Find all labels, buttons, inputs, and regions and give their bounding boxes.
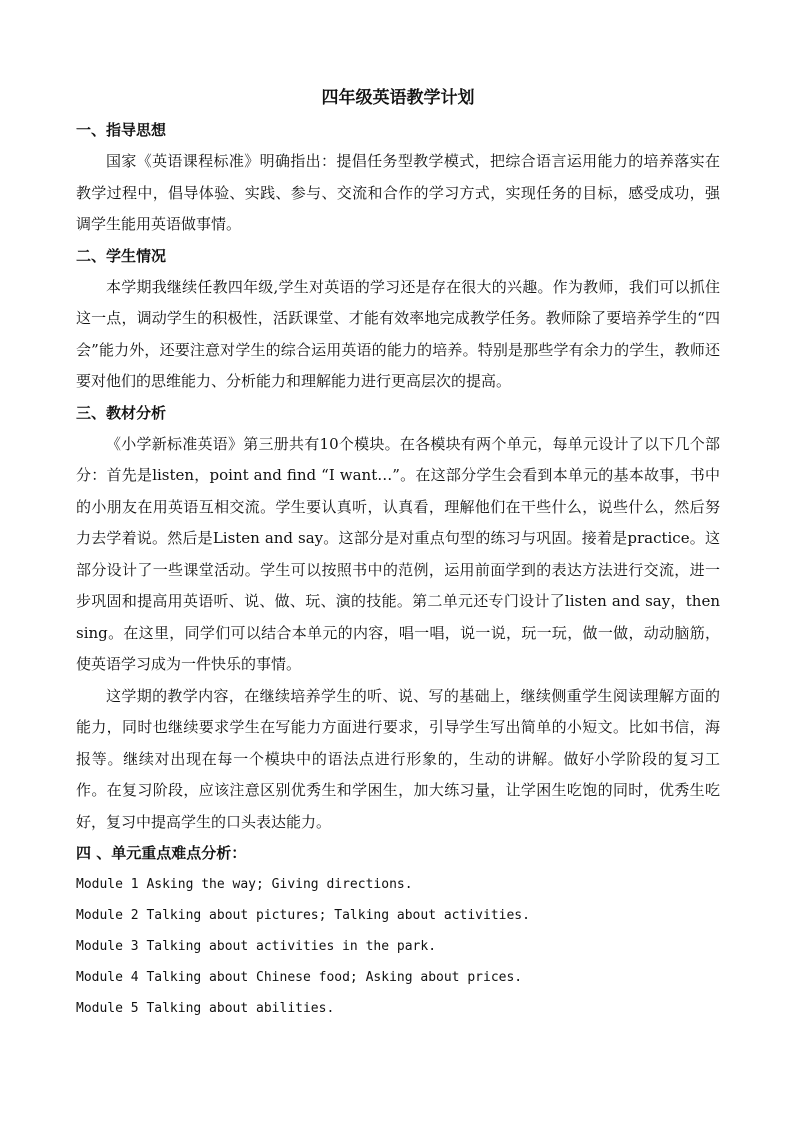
section-heading: 三、教材分析 xyxy=(76,403,167,422)
section-heading: 一、指导思想 xyxy=(76,121,167,139)
document-title: 四年级英语教学计划 xyxy=(321,88,475,108)
module-item: Module 1 Asking the way; Giving directions. xyxy=(76,877,413,892)
module-item: Module 5 Talking about abilities. xyxy=(76,1001,335,1016)
module-item: Module 2 Talking about pictures; Talking about activities. xyxy=(76,908,530,923)
section-unit-key-points xyxy=(76,838,720,1024)
paragraph: 国家《英语课程标准》明确指出：提倡任务型教学模式，把综合语言运用能力的培养落实在教学过程中，倡导体验、实践、参与、交流和合作的学习方式，实现任务的目标，感受成功，强调学生能用英语做事情。 xyxy=(76,152,720,233)
section-heading: 二、学生情况 xyxy=(76,246,167,265)
paragraph: 《小学新标准英语》第三册共有10个模块。在各模块有两个单元，每单元设计了以下几个部分：首先是listen，point and find “I want…”。在这部分学生会看到本单元的基本故事，书中的小朋友在用英语互相交流。学生要认真听，认真看，理解他们在干些什么，说些什么，然后努力去学着说。然后是Listen and say。这部分是对重点句型的练习与巩固。接着是practice。这部分设计了一些课堂活动。学生可以按照书中的范例，运用前面学到的表达方法进行交流，进一步巩固和提高用英语听、说、做、玩、演的技能。第二单元还专门设计了listen and say，then sing。在这里，同学们可以结合本单元的内容，唱一唱，说一说，玩一玩，做一做，动动脑筋，使英语学习成为一件快乐的事情。 xyxy=(76,434,720,673)
module-list xyxy=(76,869,720,1024)
module-item: Module 4 Talking about Chinese food; Asking about prices. xyxy=(76,970,523,985)
module-item: Module 3 Talking about activities in the park. xyxy=(76,939,437,954)
section-student-situation xyxy=(76,241,720,398)
section-textbook-analysis xyxy=(76,398,720,839)
paragraph: 这学期的教学内容，在继续培养学生的听、说、写的基础上，继续侧重学生阅读理解方面的能力，同时也继续要求学生在写能力方面进行要求，引导学生写出简单的小短文。比如书信，海报等。继续对出现在每一个模块中的语法点进行形象的，生动的讲解。做好小学阶段的复习工作。在复习阶段，应该注意区别优秀生和学困生，加大练习量，让学困生吃饱的同时，优秀生吃好，复习中提高学生的口头表达能力。 xyxy=(76,686,720,831)
paragraph: 本学期我继续任教四年级,学生对英语的学习还是存在很大的兴趣。作为教师，我们可以抓住这一点，调动学生的积极性，活跃课堂、才能有效率地完成教学任务。教师除了要培养学生的“四会”能力外，还要注意对学生的综合运用英语的能力的培养。特别是那些学有余力的学生，教师还要对他们的思维能力、分析能力和理解能力进行更高层次的提高。 xyxy=(76,277,720,390)
section-heading: 四 、单元重点难点分析： xyxy=(76,844,247,862)
document-page xyxy=(76,86,720,1024)
section-guiding-ideology xyxy=(76,115,720,241)
